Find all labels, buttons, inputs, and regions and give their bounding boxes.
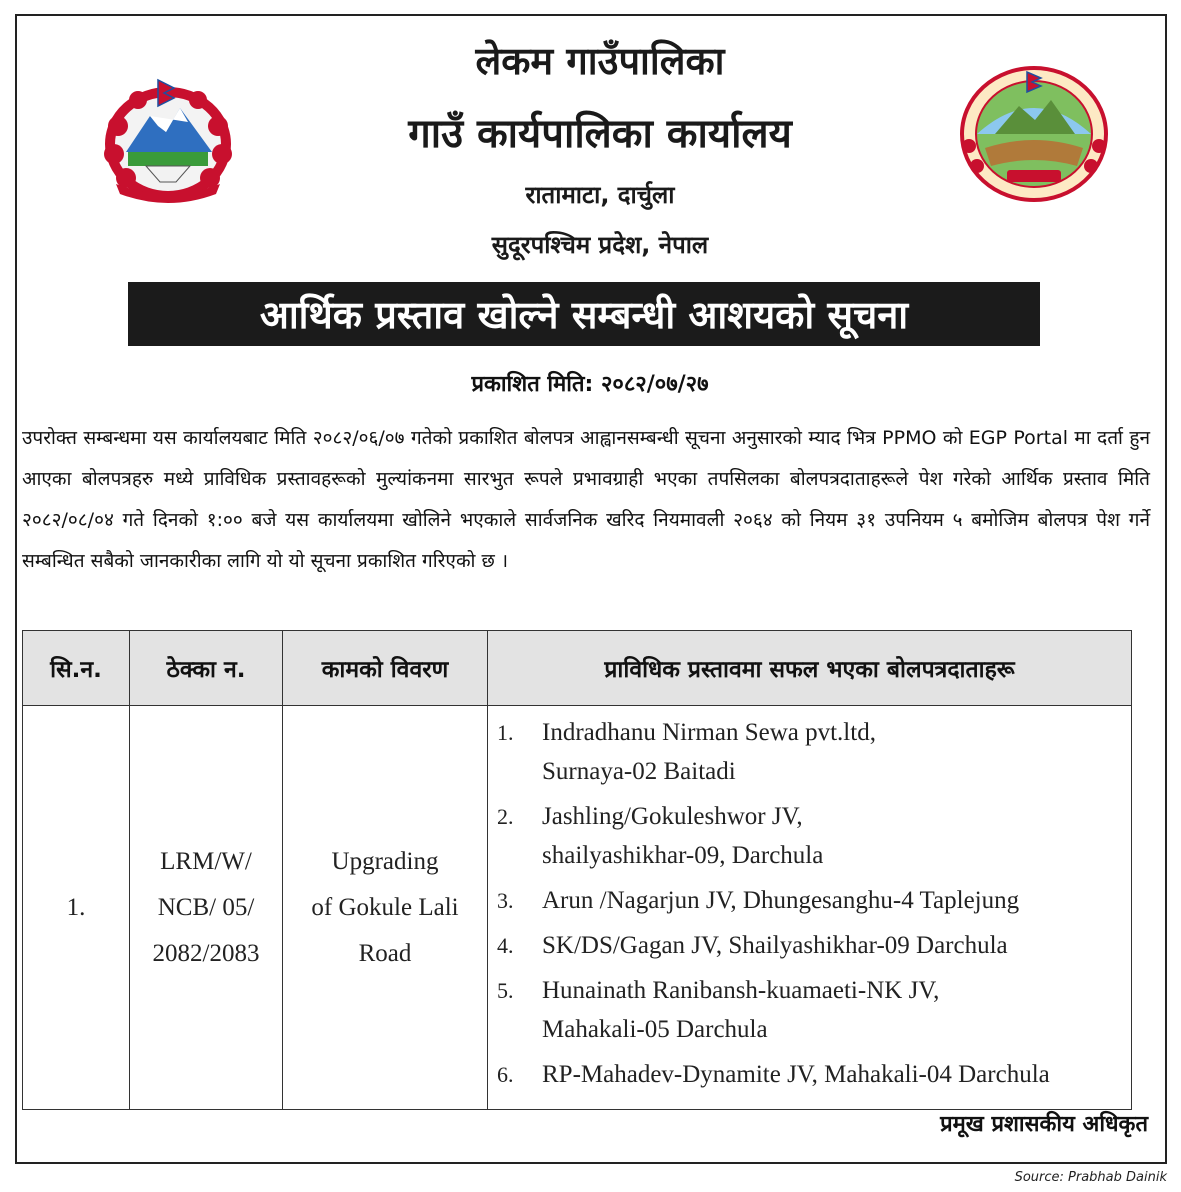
notice-title: आर्थिक प्रस्ताव खोल्ने सम्बन्धी आशयको सूचना (128, 282, 1040, 346)
signatory-title: प्रमूख प्रशासकीय अधिकृत (940, 1112, 1148, 1137)
bidder-line: Arun /Nagarjun JV, Dhungesanghu-4 Taplejung (542, 887, 1020, 914)
municipality-name: लेकम गाउँपालिका (475, 39, 725, 83)
row-contract-no (130, 706, 283, 1110)
lekam-municipality-seal-emblem (955, 62, 1113, 202)
bidder-line: Indradhanu Nirman Sewa pvt.ltd, (542, 719, 876, 746)
bidder-name (542, 971, 1130, 1049)
table-row (23, 706, 1132, 1110)
table-header-row (23, 631, 1132, 706)
province-country: सुदूरपश्चिम प्रदेश, नेपाल (491, 231, 709, 259)
bidders-list (489, 707, 1130, 1108)
header-work-description: कामको विवरण (283, 631, 488, 706)
work-description-line: Road (358, 939, 412, 967)
header-serial-no: सि.न. (23, 631, 130, 706)
bidder-line: SK/DS/Gagan JV, Shailyashikhar-09 Darchula (542, 932, 1008, 959)
list-item (497, 713, 1130, 791)
bidder-number: 6. (497, 1062, 514, 1087)
work-description-line: Upgrading (331, 847, 439, 875)
bidder-number: 1. (497, 720, 514, 745)
contract-no-line: LRM/W/ (160, 847, 252, 875)
bidder-line: RP-Mahadev-Dynamite JV, Mahakali-04 Darchula (542, 1061, 1050, 1088)
header-successful-bidders: प्राविधिक प्रस्तावमा सफल भएका बोलपत्रदाताहरू (488, 631, 1132, 706)
office-name: गाउँ कार्यपालिका कार्यालय (408, 111, 792, 157)
list-item (497, 797, 1130, 875)
list-item (497, 881, 1130, 920)
office-address: रातामाटा, दार्चुला (525, 181, 675, 209)
list-item (497, 971, 1130, 1049)
notice-body-paragraph: उपरोक्त सम्बन्धमा यस कार्यालयबाट मिति २०८२/०६/०७ गतेको प्रकाशित बोलपत्र आह्वानसम्बन्धी सूचना अनुसारको म्याद भित्र PPMO को EGP Portal मा दर्ता हुन आएका बोलपत्रहरु मध्ये प्राविधिक प्रस्तावहरूको मुल्यांकनमा सारभुत रूपले प्रभावग्राही भएका तपसिलका बोलपत्रदाताहरूले पेश गरेको आर्थिक प्रस्ताव मिति २०८२/०८/०४ गते दिनको १:०० बजे यस कार्यालयमा खोलिने भएकाले सार्वजनिक खरिद नियमावली २०६४ को नियम ३१ उपनियम ५ बमोजिम बोलपत्र पेश गर्ने सम्बन्धित सबैको जानकारीका लागि यो यो सूचना प्रकाशित गरिएको छ । (22, 427, 1150, 572)
contract-no-line: NCB/ 05/ (157, 893, 255, 921)
bidder-line: Surnaya-02 Baitadi (542, 758, 736, 785)
bidder-line: Mahakali-05 Darchula (542, 1016, 768, 1043)
bidder-line: Hunainath Ranibansh-kuamaeti-NK JV, (542, 977, 940, 1004)
nepal-coat-of-arms-emblem (88, 66, 248, 206)
row-serial-no: 1. (23, 706, 130, 1110)
bidder-number: 2. (497, 804, 514, 829)
bidder-line: Jashling/Gokuleshwor JV, (542, 803, 803, 830)
list-item (497, 1055, 1130, 1094)
work-description-line: of Gokule Lali (311, 893, 459, 921)
bidder-name (542, 1055, 1130, 1094)
header-contract-no: ठेक्का न. (130, 631, 283, 706)
bidder-line: shailyashikhar-09, Darchula (542, 842, 824, 869)
bidder-name (542, 797, 1130, 875)
source-credit: Source: Prabhab Dainik (1014, 1170, 1167, 1185)
row-work-description (283, 706, 488, 1110)
bidder-name (542, 926, 1130, 965)
bidder-name (542, 881, 1130, 920)
bidder-name (542, 713, 1130, 791)
contract-no-line: 2082/2083 (152, 939, 260, 967)
publish-date: प्रकाशित मिति: २०८२/०७/२७ (471, 372, 709, 397)
bidder-number: 3. (497, 888, 514, 913)
list-item (497, 926, 1130, 965)
bidder-number: 5. (497, 978, 514, 1003)
row-bidders-cell (488, 706, 1132, 1110)
bidder-table (22, 630, 1132, 1110)
bidder-number: 4. (497, 933, 514, 958)
